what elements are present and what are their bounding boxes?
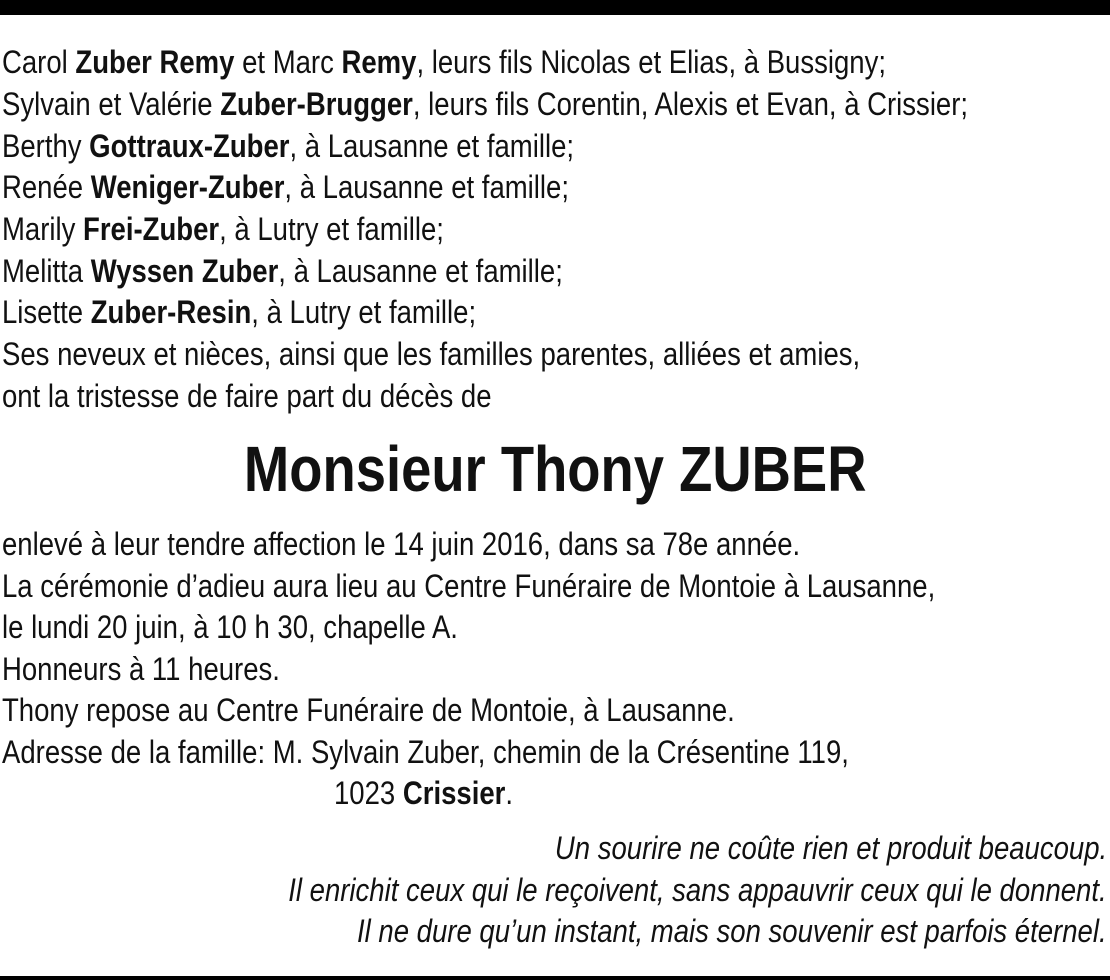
family-line-1 — [2, 42, 886, 82]
family-first-name: Sylvain et Valérie — [2, 86, 221, 122]
detail-line-5: Thony repose au Centre Funéraire de Montoie, à Lausanne. — [2, 692, 735, 728]
detail-line-3: le lundi 20 juin, à 10 h 30, chapelle A. — [2, 609, 458, 645]
relatives-line: Ses neveux et nièces, ainsi que les familles parentes, alliées et amies, — [2, 336, 861, 372]
family-first-name: Berthy — [2, 128, 90, 164]
family-line-3 — [2, 126, 574, 166]
family-first-name: Renée — [2, 169, 91, 205]
quote-line-1: Un sourire ne coûte rien et produit beaucoup. — [554, 830, 1107, 866]
deceased-name — [0, 434, 1110, 504]
family-first-name: Lisette — [2, 294, 91, 330]
family-line-6 — [2, 251, 563, 291]
family-surname: Gottraux-Zuber — [89, 128, 290, 164]
address-city-line — [334, 773, 513, 813]
address-end: . — [505, 775, 514, 811]
family-line-2 — [2, 84, 968, 124]
detail-line-1: enlevé à leur tendre affection le 14 juin 2016, dans sa 78e année. — [2, 526, 801, 562]
family-text: , leurs fils Corentin, Alexis et Evan, à Crissier; — [412, 86, 969, 122]
detail-line-4: Honneurs à 11 heures. — [2, 651, 280, 687]
deceased-name-text: Monsieur Thony ZUBER — [243, 433, 867, 505]
address-postcode: 1023 — [334, 775, 403, 811]
detail-line-2: La cérémonie d’adieu aura lieu au Centre Funéraire de Montoie à Lausanne, — [2, 568, 936, 604]
family-text: , à Lausanne et famille; — [278, 253, 563, 289]
quote-line-3: Il ne dure qu’un instant, mais son souvenir est parfois éternel. — [357, 913, 1107, 949]
family-text: , à Lutry et famille; — [219, 211, 444, 247]
family-text: et Marc — [234, 44, 342, 80]
detail-line-6: Adresse de la famille: M. Sylvain Zuber, chemin de la Crésentine 119, — [2, 734, 849, 770]
family-line-5 — [2, 209, 444, 249]
family-surname: Zuber-Brugger — [220, 86, 413, 122]
family-first-name: Melitta — [2, 253, 91, 289]
family-surname: Wyssen Zuber — [90, 253, 279, 289]
family-first-name: Carol — [2, 44, 76, 80]
family-surname: Zuber-Resin — [90, 294, 252, 330]
family-line-4 — [2, 167, 569, 207]
family-line-7 — [2, 292, 476, 332]
family-surname: Zuber Remy — [75, 44, 235, 80]
quote-line-2: Il enrichit ceux qui le reçoivent, sans appauvrir ceux qui le donnent. — [288, 872, 1107, 908]
family-surname: Remy — [341, 44, 417, 80]
family-surname: Frei-Zuber — [83, 211, 220, 247]
family-text: , à Lutry et famille; — [251, 294, 477, 330]
family-text: , à Lausanne et famille; — [289, 128, 575, 164]
family-surname: Weniger-Zuber — [90, 169, 285, 205]
family-text: , leurs fils Nicolas et Elias, à Bussigny; — [416, 44, 886, 80]
address-city: Crissier — [402, 775, 506, 811]
family-first-name: Marily — [2, 211, 84, 247]
family-text: , à Lausanne et famille; — [284, 169, 569, 205]
bottom-rule — [0, 976, 1110, 980]
announcement-line: ont la tristesse de faire part du décès de — [2, 378, 492, 414]
